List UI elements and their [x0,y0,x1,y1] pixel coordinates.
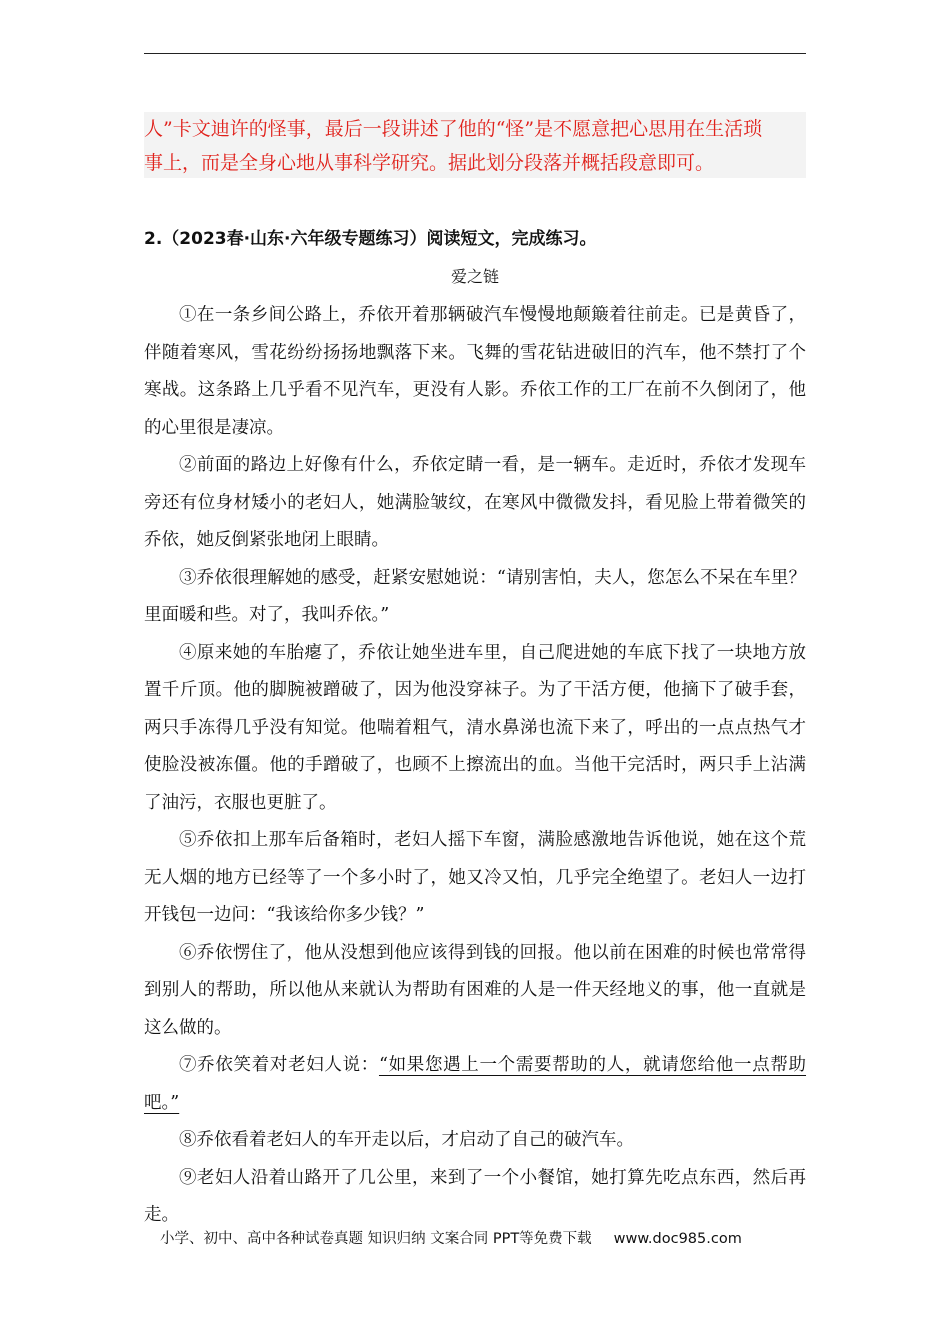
answer-line-1: 人”卡文迪许的怪事，最后一段讲述了他的“怪”是不愿意把心思用在生活琐 [144,118,763,140]
answer-line-2: 事上，而是全身心地从事科学研究。据此划分段落并概括段意即可。 [144,152,715,174]
paragraph-5: ⑤乔依扣上那车后备箱时，老妇人摇下车窗，满脸感激地告诉他说，她在这个荒无人烟的地方已经等了一个多小时了，她又冷又怕，几乎完全绝望了。老妇人一边打开钱包一边问：“我该给你多少钱？” [144,830,806,925]
header-rule [144,53,806,54]
paragraph-1: ①在一条乡间公路上，乔依开着那辆破汽车慢慢地颠簸着往前走。已是黄昏了，伴随着寒风，雪花纷纷扬扬地飘落下来。飞舞的雪花钻进破旧的汽车，他不禁打了个寒战。这条路上几乎看不见汽车，更没有人影。乔依工作的工厂在前不久倒闭了，他的心里很是凄凉。 [144,305,806,438]
paragraph-9: ⑨老妇人沿着山路开了几公里，来到了一个小餐馆，她打算先吃点东西，然后再走。 [144,1167,806,1225]
question-heading: 2.（2023春·山东·六年级专题练习）阅读短文，完成练习。 [144,229,597,249]
footer-text: 小学、初中、高中各种试卷真题 知识归纳 文案合同 PPT等免费下载 [160,1231,592,1247]
paragraph-8: ⑧乔依看着老妇人的车开走以后，才启动了自己的破汽车。 [179,1130,634,1150]
answer-explanation [144,112,806,178]
footer-site: www.doc985.com [613,1231,742,1247]
paragraph-6: ⑥乔依愣住了，他从没想到他应该得到钱的回报。他以前在困难的时候也常常得到别人的帮助，所以他从来就认为帮助有困难的人是一件天经地义的事，他一直就是这么做的。 [144,942,806,1038]
paragraph-4: ④原来她的车胎瘪了，乔依让她坐进车里，自己爬进她的车底下找了一块地方放置千斤顶。他的脚腕被蹭破了，因为他没穿袜子。为了干活方便，他摘下了破手套，两只手冻得几乎没有知觉。他喘着粗气，清水鼻涕也流下来了，呼出的一点点热气才使脸没被冻僵。他的手蹭破了，也顾不上擦流出的血。当他干完活时，两只手上沾满了油污，衣服也更脏了。 [144,642,806,813]
underlined-sentence: “如果您遇上一个需要帮助的人，就请您给他一点帮助吧。” [144,1055,807,1113]
paragraph-7-prefix: ⑦乔依笑着对老妇人说： [179,1055,379,1075]
passage-body [144,297,806,1235]
paragraph-7 [144,1047,806,1122]
paragraph-2: ②前面的路边上好像有什么，乔依定睛一看，是一辆车。走近时，乔依才发现车旁还有位身材矮小的老妇人，她满脸皱纹，在寒风中微微发抖，看见脸上带着微笑的乔依，她反倒紧张地闭上眼睛。 [144,455,806,550]
paragraph-3: ③乔依很理解她的感受，赶紧安慰她说：“请别害怕，夫人，您怎么不呆在车里？里面暖和些。对了，我叫乔依。” [144,567,806,625]
passage-title: 爱之链 [450,267,499,286]
page-footer [160,1227,742,1248]
